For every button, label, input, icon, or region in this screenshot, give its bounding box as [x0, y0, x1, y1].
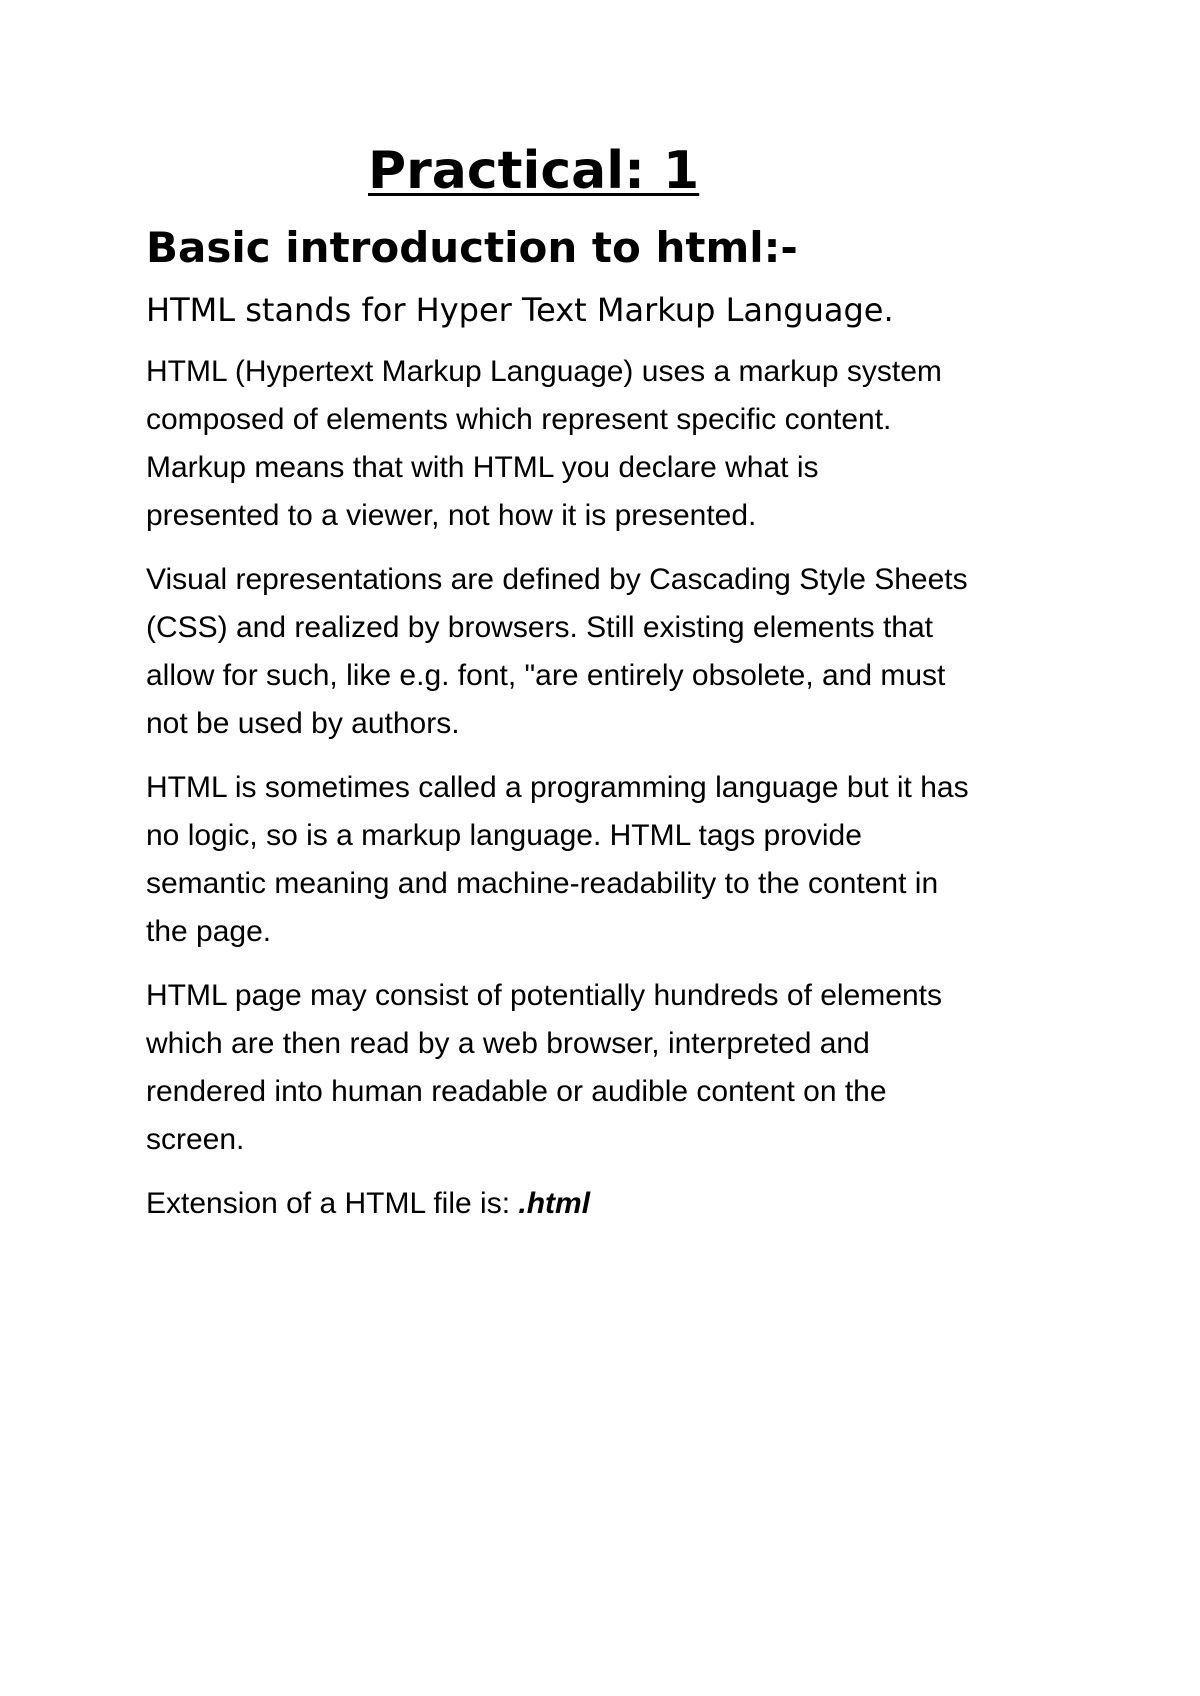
paragraph-visual-representations	[146, 556, 1086, 748]
file-extension-value: .html	[518, 1187, 591, 1220]
section-heading: Basic introduction to html:-	[146, 223, 798, 272]
paragraph-line: HTML (Hypertext Markup Language) uses a markup system	[146, 355, 942, 388]
paragraph-line: semantic meaning and machine-readability to the content in	[146, 867, 939, 900]
paragraph-line: HTML is sometimes called a programming language but it has	[146, 771, 969, 804]
file-extension-line	[146, 1180, 1086, 1228]
file-extension-label: Extension of a HTML file is:	[146, 1187, 519, 1220]
paragraph-line: composed of elements which represent specific content.	[146, 403, 892, 436]
paragraph-programming-language	[146, 764, 1086, 956]
html-definition: HTML stands for Hyper Text Markup Language.	[146, 291, 894, 329]
paragraph-line: Markup means that with HTML you declare what is	[146, 451, 819, 484]
paragraph-line: allow for such, like e.g. font, "are entirely obsolete, and must	[146, 659, 946, 692]
paragraph-line: which are then read by a web browser, interpreted and	[146, 1027, 870, 1060]
paragraph-markup-system	[146, 348, 1086, 540]
paragraph-line: (CSS) and realized by browsers. Still existing elements that	[146, 611, 934, 644]
paragraph-line: rendered into human readable or audible content on the	[146, 1075, 887, 1108]
page-title: Practical: 1	[368, 141, 700, 201]
paragraph-line: the page.	[146, 915, 272, 948]
paragraph-line: HTML page may consist of potentially hundreds of elements	[146, 979, 942, 1012]
paragraph-html-page	[146, 972, 1086, 1164]
paragraph-line: no logic, so is a markup language. HTML tags provide	[146, 819, 862, 852]
paragraph-line: screen.	[146, 1123, 245, 1156]
document-content	[146, 140, 1086, 1228]
paragraph-line: Visual representations are defined by Cascading Style Sheets	[146, 563, 968, 596]
paragraph-line: presented to a viewer, not how it is presented.	[146, 499, 757, 532]
paragraph-line: not be used by authors.	[146, 707, 460, 740]
